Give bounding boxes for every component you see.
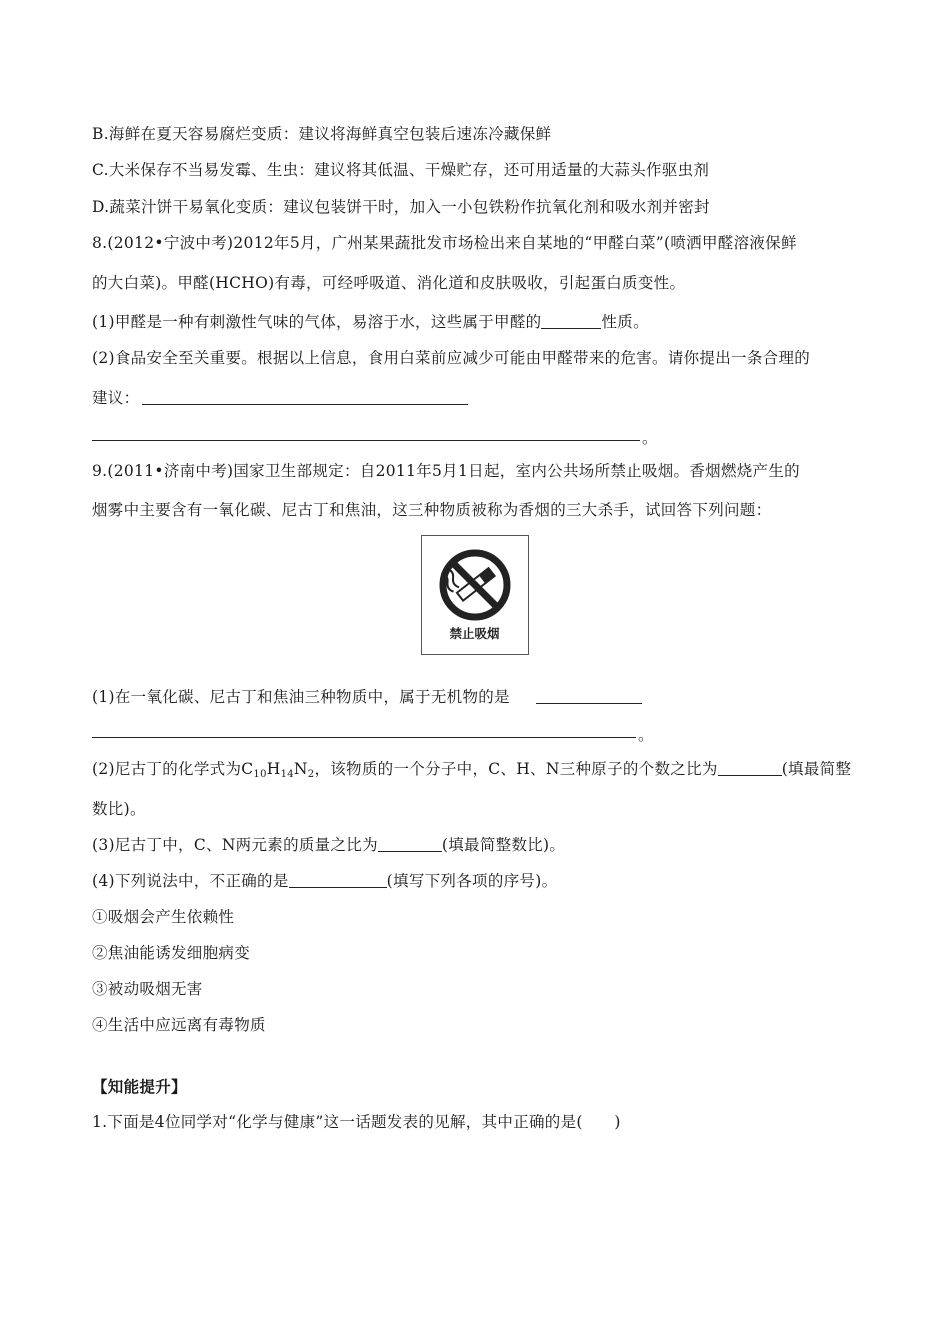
q9-part2 <box>92 759 851 779</box>
q9-p4-text-a: (4)下列说法中，不正确的是 <box>92 872 289 890</box>
q8-part1-text-after: 性质。 <box>601 313 649 331</box>
q9-part1: (1)在一氧化碳、尼古丁和焦油三种物质中，属于无机物的是 <box>92 688 510 706</box>
q9-part1-period: 。 <box>638 726 654 744</box>
q9-p2-text-a: (2)尼古丁的化学式为C <box>92 760 254 778</box>
q9-p2-h: H <box>266 760 281 778</box>
section-title: 【知能提升】 <box>92 1078 187 1096</box>
q8-part1-text: (1)甲醛是一种有刺激性气味的气体，易溶于水，这些属于甲醛的 <box>92 313 542 331</box>
no-smoking-icon <box>422 540 527 625</box>
q9-part3 <box>92 835 565 855</box>
sign-label: 禁止吸烟 <box>449 626 500 641</box>
subscript-h: 14 <box>280 769 294 780</box>
q9-part3-blank[interactable] <box>378 837 442 852</box>
q9-part1-blank-2[interactable] <box>92 737 636 738</box>
option-b: B.海鲜在夏天容易腐烂变质：建议将海鲜真空包装后速冻冷藏保鲜 <box>92 125 552 143</box>
q8-part1-blank[interactable] <box>541 314 601 329</box>
list-item: ①吸烟会产生依赖性 <box>92 908 235 926</box>
q8-period: 。 <box>642 429 658 447</box>
q8-part2-label: 建议： <box>92 389 140 407</box>
list-item: ③被动吸烟无害 <box>92 980 203 998</box>
q9-p2-n: N <box>293 760 308 778</box>
q8-answer-blank-2[interactable] <box>92 440 640 441</box>
q8-answer-blank-1[interactable] <box>142 404 468 405</box>
q9-p2-text-b: ，该物质的一个分子中，C、H、N三种原子的个数之比为 <box>314 760 718 778</box>
q9-part2-blank[interactable] <box>718 761 782 776</box>
section-question-1: 1.下面是4位同学对“化学与健康”这一话题发表的见解，其中正确的是( ) <box>92 1113 621 1131</box>
q9-p2-text-c: (填最简整 <box>781 760 852 778</box>
q9-part4-blank[interactable] <box>289 873 387 888</box>
q9-part1-blank-1[interactable] <box>536 703 642 704</box>
list-item: ④生活中应远离有毒物质 <box>92 1016 266 1034</box>
q9-part2-line2: 数比)。 <box>92 800 146 818</box>
subscript-n: 2 <box>307 769 315 780</box>
subscript-c: 10 <box>253 769 267 780</box>
option-d: D.蔬菜汁饼干易氧化变质：建议包装饼干时，加入一小包铁粉作抗氧化剂和吸水剂并密封 <box>92 198 710 216</box>
list-item: ②焦油能诱发细胞病变 <box>92 944 251 962</box>
q9-stem-line2: 烟雾中主要含有一氧化碳、尼古丁和焦油，这三种物质被称为香烟的三大杀手，试回答下列问题： <box>92 501 772 519</box>
q9-stem-line1: 9.(2011•济南中考)国家卫生部规定：自2011年5月1日起，室内公共场所禁止吸烟。香烟燃烧产生的 <box>92 462 800 480</box>
q9-p3-text-a: (3)尼古丁中，C、N两元素的质量之比为 <box>92 836 378 854</box>
q9-p3-text-b: (填最简整数比)。 <box>441 836 566 854</box>
no-smoking-sign <box>421 535 529 655</box>
q8-stem-line1: 8.(2012•宁波中考)2012年5月，广州某果蔬批发市场检出来自某地的“甲醛白菜”(喷洒甲醛溶液保鲜 <box>92 234 797 252</box>
q9-p4-text-b: (填写下列各项的序号)。 <box>386 872 558 890</box>
q8-part1 <box>92 312 649 332</box>
q8-stem-line2: 的大白菜)。甲醛(HCHO)有毒，可经呼吸道、消化道和皮肤吸收，引起蛋白质变性。 <box>92 274 686 292</box>
q8-part2-line1: (2)食品安全至关重要。根据以上信息，食用白菜前应减少可能由甲醛带来的危害。请你提出一条合理的 <box>92 349 811 367</box>
q9-part4 <box>92 871 557 891</box>
option-c: C.大米保存不当易发霉、生虫：建议将其低温、干燥贮存，还可用适量的大蒜头作驱虫剂 <box>92 161 710 179</box>
